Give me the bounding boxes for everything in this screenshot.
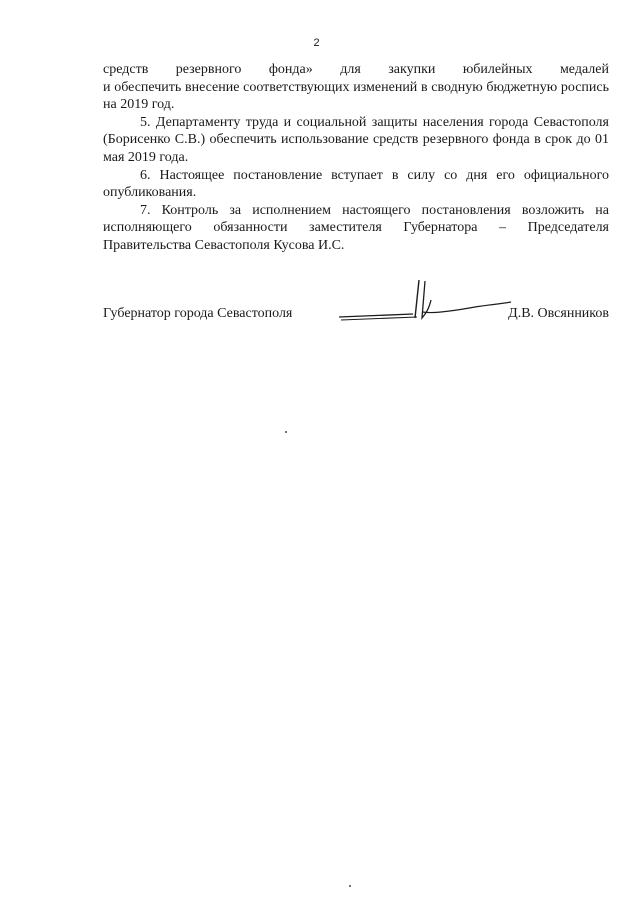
document-body — [103, 61, 609, 255]
paragraph-item-7: 7. Контроль за исполнением настоящего постановления возложить на исполняющего обязанности заместителя Губернатора – Председателя Правительства Севастополя Кусова И.С. — [103, 202, 609, 253]
scan-speck — [349, 885, 351, 887]
paragraph-continuation: и обеспечить внесение соответствующих изменений в сводную бюджетную роспись на 2019 год. — [103, 79, 609, 113]
signature-block — [103, 306, 609, 326]
page-number: 2 — [313, 37, 320, 49]
paragraph-item-6: 6. Настоящее постановление вступает в силу со дня его официального опубликования. — [103, 167, 609, 201]
signatory-name: Д.В. Овсянников — [508, 306, 609, 321]
signatory-title: Губернатор города Севастополя — [103, 306, 293, 321]
paragraph-continuation-line: средств резервного фонда» для закупки юбилейных медалей — [103, 62, 609, 77]
handwritten-signature — [335, 278, 513, 330]
scan-speck — [285, 431, 287, 433]
paragraph-item-5: 5. Департаменту труда и социальной защиты населения города Севастополя (Борисенко С.В.) обеспечить использование средств резервного фонда в срок до 01 мая 2019 года. — [103, 114, 609, 165]
